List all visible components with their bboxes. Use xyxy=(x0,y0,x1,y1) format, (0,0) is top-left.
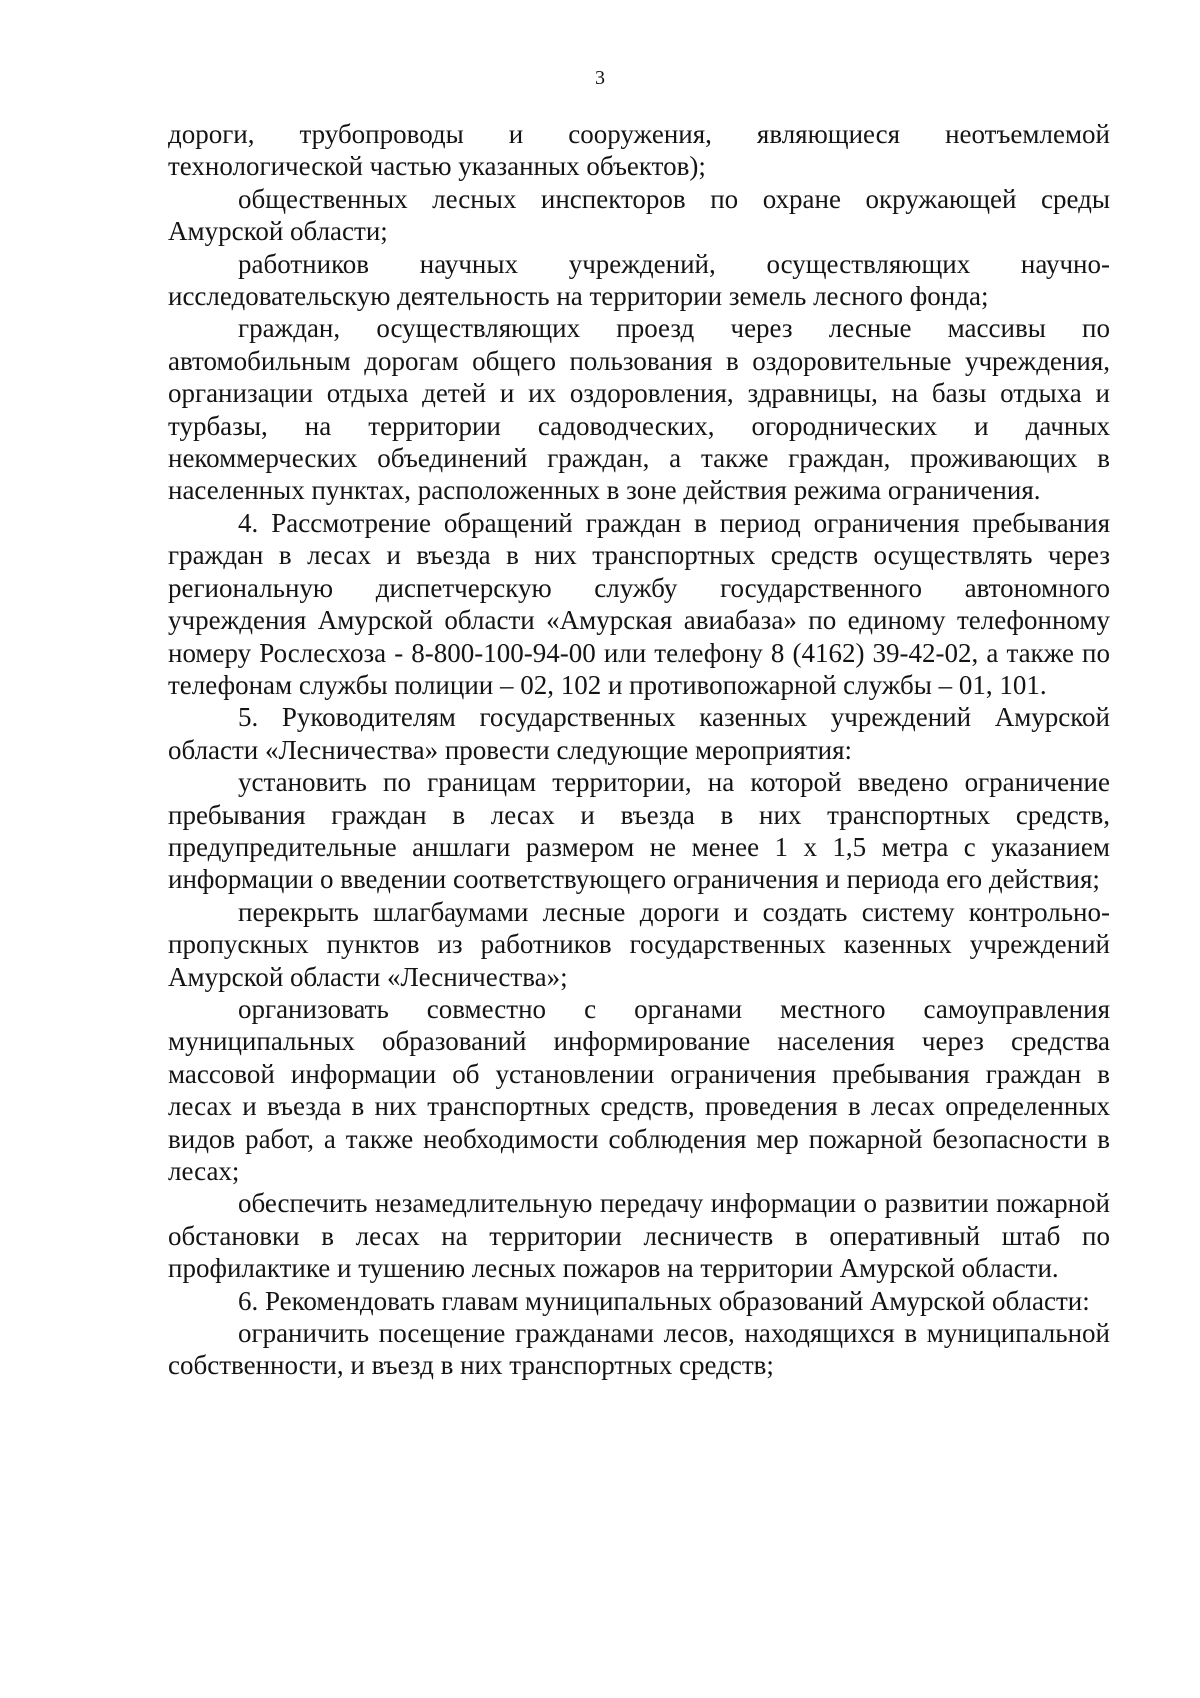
paragraph-item-4: 4. Рассмотрение обращений граждан в период ограничения пребывания граждан в лесах и въезда в них транспортных средств осуществлять через региональную диспетчерскую службу государственного автономного учреждения Амурской области «Амурская авиабаза» по единому телефонному номеру Рослесхоза - 8-800-100-94-00 или телефону 8 (4162) 39-42-02, а также по телефонам службы полиции – 02, 102 и противопожарной службы – 01, 101. xyxy=(168,507,1110,700)
paragraph-item-5-reporting: обеспечить незамедлительную передачу информации о развитии пожарной обстановки в лесах на территории лесничеств в оперативный штаб по профилактике и тушению лесных пожаров на территории Амурской области. xyxy=(168,1188,1110,1284)
document-body xyxy=(168,118,1110,1382)
paragraph-item-5: 5. Руководителям государственных казенных учреждений Амурской области «Лесничества» провести следующие мероприятия: xyxy=(168,702,1110,765)
paragraph-citizens-transit: граждан, осуществляющих проезд через лесные массивы по автомобильным дорогам общего пользования в оздоровительные учреждения, организации отдыха детей и их оздоровления, здравницы, на базы отдыха и турбазы, на территории садоводческих, огороднических и дачных некоммерческих объединений граждан, а также граждан, проживающих в населенных пунктах, расположенных в зоне действия режима ограничения. xyxy=(168,313,1110,506)
paragraph-item-5-signs: установить по границам территории, на которой введено ограничение пребывания граждан в лесах и въезда в них транспортных средств, предупредительные аншлаги размером не менее 1 х 1,5 метра с указанием информации о введении соответствующего ограничения и периода его действия; xyxy=(168,767,1110,895)
paragraph-item-5-informing: организовать совместно с органами местного самоуправления муниципальных образований информирование населения через средства массовой информации об установлении ограничения пребывания граждан в лесах и въезда в них транспортных средств, проведения в лесах определенных видов работ, а также необходимости соблюдения мер пожарной безопасности в лесах; xyxy=(168,993,1110,1186)
paragraph-forest-inspectors: общественных лесных инспекторов по охране окружающей среды Амурской области; xyxy=(168,183,1110,247)
paragraph-continuation: дороги, трубопроводы и сооружения, являющиеся неотъемлемой технологической частью указанных объектов); xyxy=(168,119,1110,182)
paragraph-item-6: 6. Рекомендовать главам муниципальных образований Амурской области: xyxy=(238,1285,1090,1316)
paragraph-item-5-barriers: перекрыть шлагбаумами лесные дороги и создать систему контрольно-пропускных пунктов из работников государственных казенных учреждений Амурской области «Лесничества»; xyxy=(168,896,1110,992)
page-number: 3 xyxy=(595,67,605,89)
paragraph-research-workers: работников научных учреждений, осуществляющих научно-исследовательскую деятельность на территории земель лесного фонда; xyxy=(168,248,1110,312)
paragraph-item-6-restrict: ограничить посещение гражданами лесов, находящихся в муниципальной собственности, и въезд в них транспортных средств; xyxy=(168,1318,1110,1381)
